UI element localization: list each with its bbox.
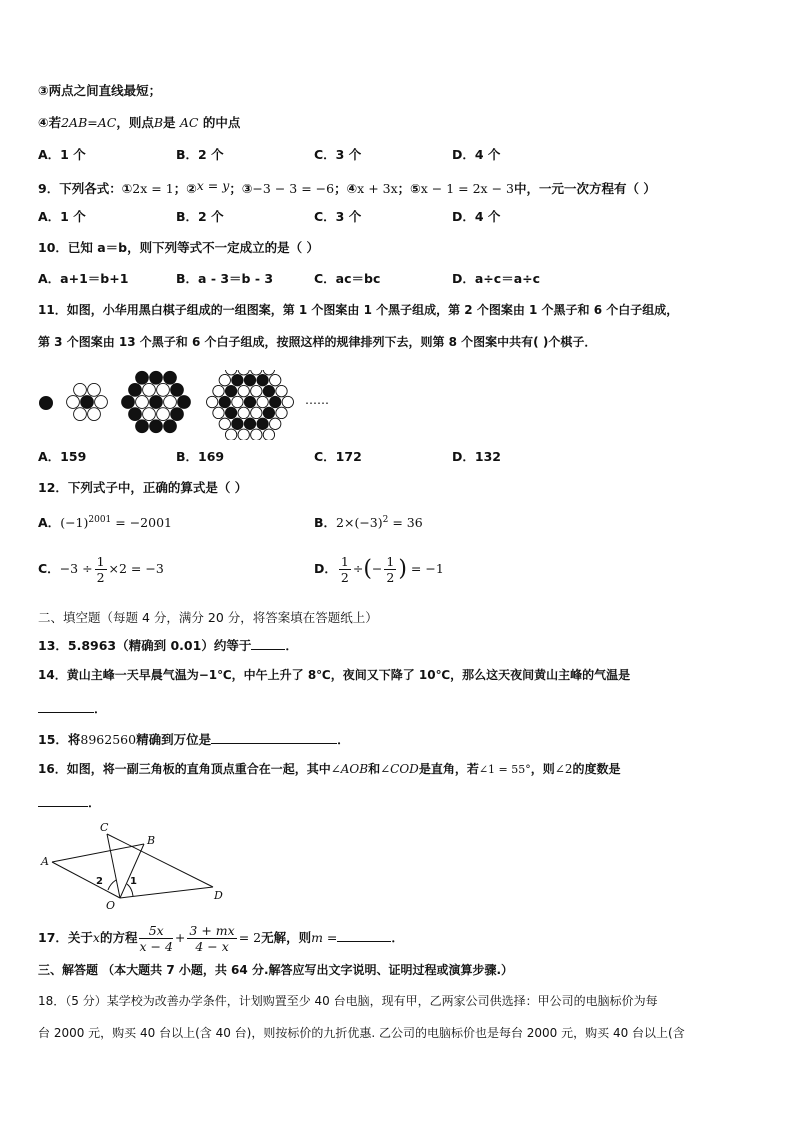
q16-stem: 16．如图，将一副三角板的直角顶点重合在一起，其中∠AOB和∠COD是直角，若∠1 = 55°，则∠2的度数是 [38, 762, 621, 776]
segment-OB [120, 844, 144, 898]
white-stone [143, 383, 156, 396]
q10-option-a: A．a+1＝b+1 [38, 271, 129, 286]
white-stone [213, 407, 224, 418]
q10-option-d: D．a÷c＝a÷c [452, 271, 541, 286]
black-stone [40, 397, 53, 410]
white-stone [282, 396, 293, 407]
pattern-3 [122, 371, 191, 432]
q14-stem: 14．黄山主峰一天早晨气温为−1℃，中午上升了 8℃，夜间又下降了 10℃，那么这天夜间黄山主峰的气温是 [38, 668, 631, 682]
white-stone [207, 396, 218, 407]
white-stone [251, 385, 262, 396]
go-stone-pattern-figure [36, 370, 336, 440]
q10-stem: 10．已知 a＝b，则下列等式不一定成立的是（ ） [38, 240, 319, 255]
black-stone [164, 371, 177, 384]
q18-line-2: 台 2000 元，购买 40 台以上(含 40 台)，则按标价的九折优惠. 乙公司的电脑标价也是每台 2000 元，购买 40 台以上(含 [38, 1026, 685, 1040]
white-stone [67, 396, 80, 409]
white-stone [263, 429, 274, 440]
label-D: D [214, 889, 223, 902]
q8-option-c: C．3 个 [314, 147, 362, 162]
black-stone [263, 407, 274, 418]
q11-stem-line-1: 11．如图，小华用黑白棋子组成的一组图案，第 1 个图案由 1 个黑子组成，第 2 个图案由 1 个黑子和 6 个白子组成， [38, 303, 679, 317]
white-stone [157, 408, 170, 421]
white-stone [238, 407, 249, 418]
q9-option-d: D．4 个 [452, 209, 501, 224]
fraction: $\frac{3 + mx}{4 - x}$ [189, 923, 235, 954]
white-stone [270, 418, 281, 429]
label-O: O [106, 899, 116, 910]
q10-option-b: B．a - 3＝b - 3 [176, 271, 274, 286]
q12-option-d: D． $\frac{1}{2}$ ÷(− $\frac{1}{2}$ ) = −1 [314, 554, 444, 585]
answer-blank [211, 730, 337, 744]
black-stone [150, 420, 163, 433]
black-stone [225, 385, 236, 396]
q11-option-d: D．132 [452, 449, 501, 464]
white-stone [276, 385, 287, 396]
q17: 17．关于x的方程 $\frac{5x}{x - 4}$ + $\frac{3 + mx}{4 - x}$ = 2无解，则m = ． [38, 923, 404, 954]
q15: 15．将8962560精确到万位是 ． [38, 732, 350, 747]
continuation-dots: …… [305, 393, 329, 407]
statement-4: ④若2AB=AC，则点B是 AC 的中点 [38, 115, 241, 130]
white-stone [74, 408, 87, 421]
white-stone [219, 418, 230, 429]
black-stone [164, 420, 177, 433]
black-stone [244, 396, 255, 407]
black-stone [150, 396, 163, 409]
white-stone [219, 374, 230, 385]
white-stone [238, 429, 249, 440]
segment-OD [120, 887, 213, 898]
q16-blank-line: ． [38, 793, 101, 811]
segment-AB [52, 844, 144, 862]
q12-option-a: A．$(-1)^{2001} = -2001$ [38, 515, 172, 531]
answer-blank [251, 636, 285, 650]
white-stone [143, 408, 156, 421]
white-stone [232, 396, 243, 407]
q11-option-c: C．172 [314, 449, 362, 464]
white-stone [225, 429, 236, 440]
pattern-1 [40, 397, 53, 410]
white-stone [251, 407, 262, 418]
white-stone [157, 383, 170, 396]
black-stone [136, 420, 149, 433]
label-angle-2: 2 [96, 876, 103, 887]
white-stone [95, 396, 108, 409]
white-stone [257, 396, 268, 407]
q8-option-a: A．1 个 [38, 147, 86, 162]
black-stone [129, 408, 142, 421]
white-stone [74, 383, 87, 396]
label-A: A [41, 855, 49, 868]
answer-blank [38, 699, 94, 713]
white-stone [251, 370, 262, 375]
q9-option-b: B．2 个 [176, 209, 224, 224]
fraction: $\frac{5x}{x - 4}$ [139, 923, 173, 954]
label-C: C [100, 821, 109, 834]
white-stone [238, 370, 249, 375]
section-3-heading: 三、解答题 （本大题共 7 小题，共 64 分.解答应写出文字说明、证明过程或演算步骤.） [38, 963, 514, 977]
q9-stem: 9．下列各式：①2x = 1；②x = y；③−3 − 3 = −6；④x + 3x；⑤x − 1 = 2x − 3中，一元一次方程有（ ） [38, 178, 656, 196]
right-paren: ) [398, 556, 407, 582]
segment-CD [107, 834, 213, 887]
pattern-2 [67, 383, 108, 420]
white-stone [270, 374, 281, 385]
q11-option-b: B．169 [176, 449, 225, 464]
white-stone [263, 370, 274, 375]
white-stone [225, 370, 236, 375]
label-B: B [147, 834, 156, 847]
angle-2-arc [108, 880, 116, 890]
white-stone [276, 407, 287, 418]
q9-option-a: A．1 个 [38, 209, 86, 224]
black-stone [257, 418, 268, 429]
label-angle-1: 1 [130, 876, 137, 887]
white-stone [136, 396, 149, 409]
black-stone [129, 383, 142, 396]
pattern-4 [207, 370, 294, 440]
white-stone [88, 383, 101, 396]
statement-3: ③两点之间直线最短； [38, 83, 162, 98]
answer-blank [38, 793, 88, 807]
left-paren: ( [363, 556, 372, 582]
q8-option-b: B．2 个 [176, 147, 224, 162]
q11-stem-line-2: 第 3 个图案由 13 个黑子和 6 个白子组成，按照这样的规律排列下去，则第 8 个图案中共有( )个棋子． [38, 335, 597, 349]
q10-option-c: C．ac＝bc [314, 271, 381, 286]
q16-geometry-figure [36, 818, 236, 910]
black-stone [171, 383, 184, 396]
fraction: $\frac{1}{2}$ [96, 554, 105, 585]
black-stone [244, 418, 255, 429]
black-stone [232, 418, 243, 429]
black-stone [122, 396, 135, 409]
white-stone [88, 408, 101, 421]
black-stone [263, 385, 274, 396]
q11-option-a: A．159 [38, 449, 87, 464]
black-stone [219, 396, 230, 407]
white-stone [238, 385, 249, 396]
q12-option-c: C．−3 ÷ $\frac{1}{2}$ ×2 = −3 [38, 554, 164, 585]
black-stone [257, 374, 268, 385]
q13: 13．5.8963（精确到 0.01）约等于 ． [38, 638, 298, 653]
section-2-heading: 二、填空题（每题 4 分，满分 20 分，将答案填在答题纸上） [38, 610, 378, 625]
black-stone [81, 396, 94, 409]
black-stone [171, 408, 184, 421]
black-stone [136, 371, 149, 384]
black-stone [270, 396, 281, 407]
white-stone [251, 429, 262, 440]
black-stone [150, 371, 163, 384]
q12-stem: 12．下列式子中，正确的算式是（ ） [38, 480, 248, 495]
q9-option-c: C．3 个 [314, 209, 362, 224]
white-stone [213, 385, 224, 396]
q8-option-d: D．4 个 [452, 147, 501, 162]
black-stone [244, 374, 255, 385]
fraction: $\frac{1}{2}$ [386, 554, 395, 585]
answer-blank [337, 928, 391, 942]
segment-OA [52, 862, 120, 898]
black-stone [225, 407, 236, 418]
black-stone [232, 374, 243, 385]
white-stone [164, 396, 177, 409]
q14-blank-line: ． [38, 699, 107, 717]
black-stone [178, 396, 191, 409]
fraction: $\frac{1}{2}$ [340, 554, 349, 585]
q12-option-b: B．$2\times(-3)^2 = 36$ [314, 515, 423, 531]
q18-line-1: 18．（5 分）某学校为改善办学条件，计划购置至少 40 台电脑，现有甲，乙两家公司供选择：甲公司的电脑标价为每 [38, 994, 658, 1008]
